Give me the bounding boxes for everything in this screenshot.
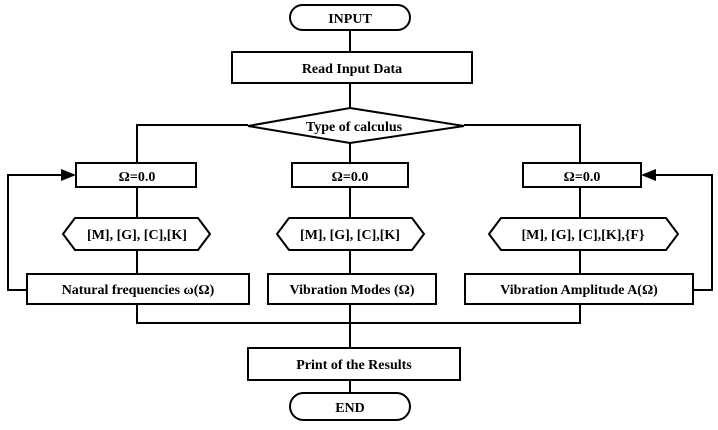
start-terminator <box>290 5 410 30</box>
decision-label: Type of calculus <box>305 120 403 135</box>
end-terminator <box>290 393 410 420</box>
result-label: Natural frequencies ω(Ω) <box>61 283 215 298</box>
matrices-label: [M], [G], [C],[K],{F} <box>521 228 645 243</box>
branch-natural-frequencies <box>27 163 249 304</box>
matrices-label: [M], [G], [C],[K] <box>300 228 400 243</box>
loop-arrow-left <box>61 169 76 181</box>
omega-init-label: Ω=0.0 <box>118 170 156 185</box>
print-results-box <box>248 348 460 380</box>
omega-init-label: Ω=0.0 <box>563 170 601 185</box>
branch-vibration-amplitude <box>465 163 693 304</box>
decision-diamond <box>248 108 464 143</box>
result-label: Vibration Amplitude A(Ω) <box>500 283 658 298</box>
read-input-box <box>232 52 472 83</box>
branch-vibration-modes <box>268 163 436 304</box>
result-label: Vibration Modes (Ω) <box>289 283 415 298</box>
omega-init-label: Ω=0.0 <box>331 170 369 185</box>
start-label: INPUT <box>328 12 372 27</box>
read-input-label: Read Input Data <box>301 62 403 77</box>
end-label: END <box>335 401 365 416</box>
loop-arrow-right <box>641 169 656 181</box>
print-results-label: Print of the Results <box>296 358 412 373</box>
connector-lines <box>8 30 712 393</box>
matrices-label: [M], [G], [C],[K] <box>87 228 187 243</box>
